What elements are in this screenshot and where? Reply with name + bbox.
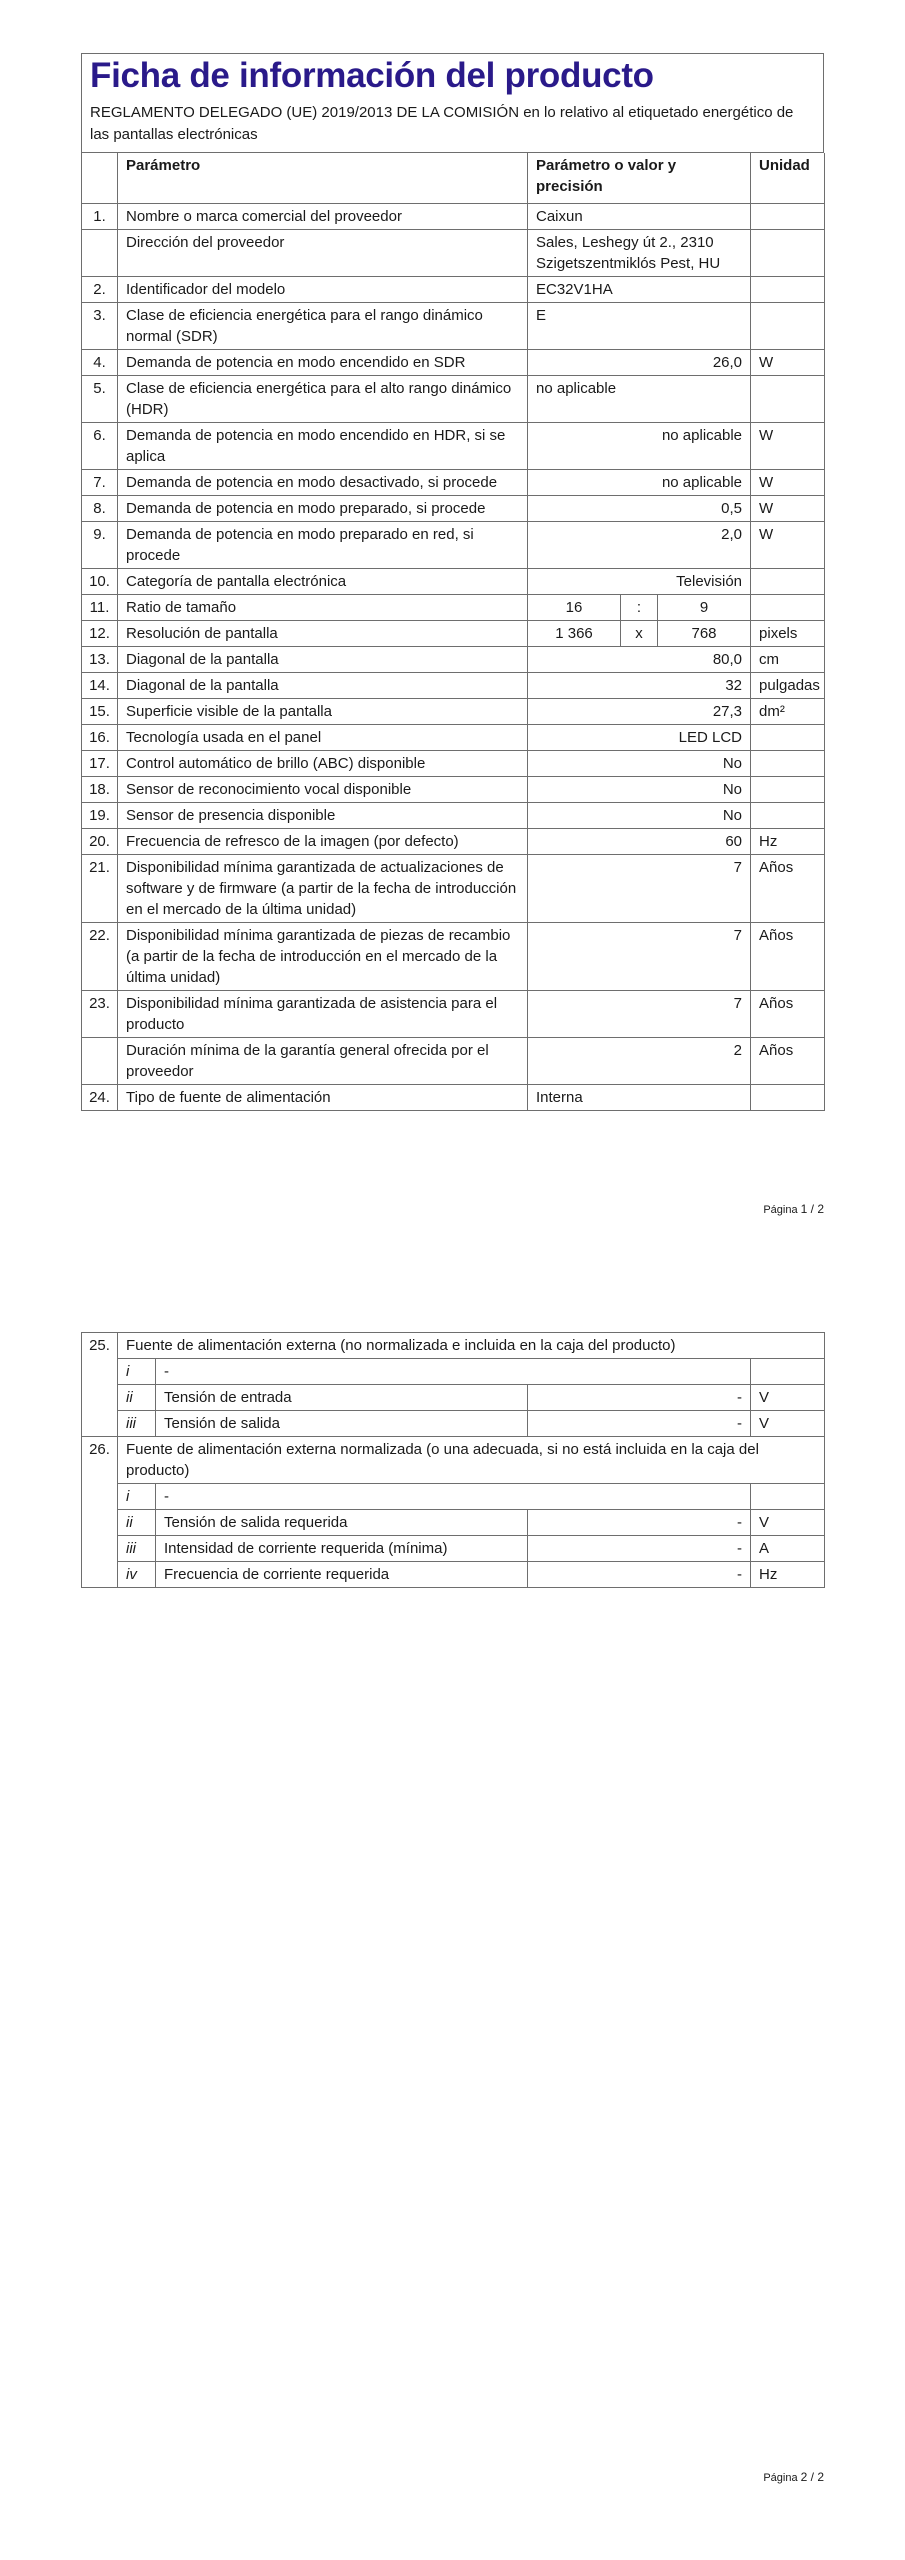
- param-label: Categoría de pantalla electrónica: [118, 568, 528, 594]
- unit: [751, 750, 825, 776]
- table-row: [82, 1037, 825, 1084]
- sub-value: -: [528, 1385, 751, 1411]
- roman-index: iv: [118, 1562, 156, 1588]
- unit: [751, 375, 825, 422]
- param-label: Diagonal de la pantalla: [118, 672, 528, 698]
- param-value: no aplicable: [528, 422, 751, 469]
- param-label: Control automático de brillo (ABC) disponible: [118, 750, 528, 776]
- row-number: 24.: [82, 1084, 118, 1110]
- table-row: [82, 349, 825, 375]
- param-value: E: [528, 302, 751, 349]
- param-label: Tecnología usada en el panel: [118, 724, 528, 750]
- num-header: [82, 153, 118, 203]
- row-number: 19.: [82, 802, 118, 828]
- param-value: 27,3: [528, 698, 751, 724]
- param-value: 0,5: [528, 495, 751, 521]
- row-number: 11.: [82, 594, 118, 620]
- page-1: [81, 53, 824, 1111]
- param-value: 2,0: [528, 521, 751, 568]
- product-info-table: [81, 153, 825, 1111]
- unit: V: [751, 1411, 825, 1437]
- unit: V: [751, 1385, 825, 1411]
- param-label: Sensor de reconocimiento vocal disponible: [118, 776, 528, 802]
- param-value: 80,0: [528, 646, 751, 672]
- table-row: [82, 828, 825, 854]
- section-number: 25.: [82, 1333, 118, 1437]
- row-number: 10.: [82, 568, 118, 594]
- roman-index: iii: [118, 1536, 156, 1562]
- param-value: no aplicable: [528, 469, 751, 495]
- page-2: [81, 1332, 824, 1588]
- ratio-height: 9: [658, 594, 751, 620]
- row-number: 15.: [82, 698, 118, 724]
- param-value: No: [528, 776, 751, 802]
- param-label: Resolución de pantalla: [118, 620, 528, 646]
- param-label: Tipo de fuente de alimentación: [118, 1084, 528, 1110]
- sub-item-row: [82, 1562, 825, 1588]
- row-number: 8.: [82, 495, 118, 521]
- sub-value: -: [528, 1562, 751, 1588]
- section-title-row: [82, 1437, 825, 1484]
- table-header-row: [82, 153, 825, 203]
- sub-value: -: [528, 1536, 751, 1562]
- param-label: Ratio de tamaño: [118, 594, 528, 620]
- roman-index: ii: [118, 1510, 156, 1536]
- section-title-row: [82, 1333, 825, 1359]
- page-label: Página: [763, 1204, 798, 1216]
- row-number: 7.: [82, 469, 118, 495]
- unit: [751, 1359, 825, 1385]
- row-number: 13.: [82, 646, 118, 672]
- row-number: 17.: [82, 750, 118, 776]
- param-value: 32: [528, 672, 751, 698]
- table-row: [82, 854, 825, 922]
- table-row: [82, 229, 825, 276]
- table-row: [82, 922, 825, 990]
- sub-param: Tensión de salida requerida: [156, 1510, 528, 1536]
- unit: W: [751, 521, 825, 568]
- param-label: Clase de eficiencia energética para el alto rango dinámico (HDR): [118, 375, 528, 422]
- table-row: [82, 276, 825, 302]
- row-number: 1.: [82, 203, 118, 229]
- sub-item-row: [82, 1385, 825, 1411]
- param-label: Disponibilidad mínima garantizada de asistencia para el producto: [118, 990, 528, 1037]
- sub-param: Tensión de entrada: [156, 1385, 528, 1411]
- unit: W: [751, 422, 825, 469]
- table-row: [82, 750, 825, 776]
- table-row: [82, 776, 825, 802]
- row-number: 4.: [82, 349, 118, 375]
- param-label: Nombre o marca comercial del proveedor: [118, 203, 528, 229]
- param-value: Sales, Leshegy út 2., 2310 Szigetszentmiklós Pest, HU: [528, 229, 751, 276]
- unit: [751, 724, 825, 750]
- sub-item-row: [82, 1510, 825, 1536]
- param-value: EC32V1HA: [528, 276, 751, 302]
- unit: W: [751, 349, 825, 375]
- param-value: 26,0: [528, 349, 751, 375]
- table-row: [82, 375, 825, 422]
- param-value: 7: [528, 854, 751, 922]
- unit: [751, 776, 825, 802]
- table-row: [82, 698, 825, 724]
- row-number: 21.: [82, 854, 118, 922]
- resolution-width: 1 366: [528, 620, 621, 646]
- param-value: Televisión: [528, 568, 751, 594]
- row-number: 5.: [82, 375, 118, 422]
- param-label: Disponibilidad mínima garantizada de piezas de recambio (a partir de la fecha de introducción en el mercado de la última unidad): [118, 922, 528, 990]
- row-number: 22.: [82, 922, 118, 990]
- row-number: 20.: [82, 828, 118, 854]
- param-value: No: [528, 802, 751, 828]
- unit: Años: [751, 990, 825, 1037]
- resolution-height: 768: [658, 620, 751, 646]
- ratio-separator: :: [621, 594, 658, 620]
- sub-param: Tensión de salida: [156, 1411, 528, 1437]
- table-row: [82, 1084, 825, 1110]
- table-row: [82, 990, 825, 1037]
- unit: [751, 1084, 825, 1110]
- unit: pixels: [751, 620, 825, 646]
- unit: pulgadas: [751, 672, 825, 698]
- value-header: Parámetro o valor y precisión: [528, 153, 751, 203]
- section-number: 26.: [82, 1437, 118, 1588]
- ratio-width: 16: [528, 594, 621, 620]
- unit: Hz: [751, 1562, 825, 1588]
- param-label: Superficie visible de la pantalla: [118, 698, 528, 724]
- header-frame: [81, 53, 824, 153]
- sub-item-row: [82, 1484, 825, 1510]
- row-number: 3.: [82, 302, 118, 349]
- param-value: LED LCD: [528, 724, 751, 750]
- regulation-subtitle: REGLAMENTO DELEGADO (UE) 2019/2013 DE LA COMISIÓN en lo relativo al etiquetado energético de las pantallas electrónicas: [82, 96, 823, 153]
- unit: [751, 276, 825, 302]
- page-footer-1: [763, 1202, 824, 1216]
- param-label: Demanda de potencia en modo encendido en SDR: [118, 349, 528, 375]
- sub-value: -: [528, 1510, 751, 1536]
- unit: [751, 1484, 825, 1510]
- table-row: [82, 672, 825, 698]
- resolution-separator: x: [621, 620, 658, 646]
- page-number: 1 / 2: [800, 1202, 824, 1216]
- unit: W: [751, 469, 825, 495]
- power-supply-table: [81, 1332, 825, 1588]
- table-row: [82, 203, 825, 229]
- unit: Hz: [751, 828, 825, 854]
- table-row: [82, 302, 825, 349]
- sub-item-row: [82, 1536, 825, 1562]
- param-value: 7: [528, 922, 751, 990]
- param-label: Frecuencia de refresco de la imagen (por defecto): [118, 828, 528, 854]
- row-number: 18.: [82, 776, 118, 802]
- param-value: Interna: [528, 1084, 751, 1110]
- page-footer-2: [763, 2470, 824, 2484]
- row-number: [82, 1037, 118, 1084]
- row-number: 6.: [82, 422, 118, 469]
- roman-index: i: [118, 1484, 156, 1510]
- unit: [751, 229, 825, 276]
- param-label: Demanda de potencia en modo desactivado, si procede: [118, 469, 528, 495]
- sub-param: Frecuencia de corriente requerida: [156, 1562, 528, 1588]
- unit: [751, 802, 825, 828]
- unit: W: [751, 495, 825, 521]
- unit-header: Unidad: [751, 153, 825, 203]
- unit: Años: [751, 854, 825, 922]
- param-value: Caixun: [528, 203, 751, 229]
- row-number: 2.: [82, 276, 118, 302]
- section-title: Fuente de alimentación externa normalizada (o una adecuada, si no está incluida en la caja del producto): [118, 1437, 825, 1484]
- param-label: Demanda de potencia en modo encendido en HDR, si se aplica: [118, 422, 528, 469]
- row-number: 16.: [82, 724, 118, 750]
- param-label: Identificador del modelo: [118, 276, 528, 302]
- param-label: Sensor de presencia disponible: [118, 802, 528, 828]
- sub-param: Intensidad de corriente requerida (mínima): [156, 1536, 528, 1562]
- table-row-resolution: [82, 620, 825, 646]
- param-label: Clase de eficiencia energética para el rango dinámico normal (SDR): [118, 302, 528, 349]
- param-value: No: [528, 750, 751, 776]
- table-row: [82, 646, 825, 672]
- row-number: 12.: [82, 620, 118, 646]
- row-number: 9.: [82, 521, 118, 568]
- param-value: 2: [528, 1037, 751, 1084]
- table-row: [82, 422, 825, 469]
- table-row-ratio: [82, 594, 825, 620]
- param-value: no aplicable: [528, 375, 751, 422]
- table-row: [82, 568, 825, 594]
- unit: Años: [751, 922, 825, 990]
- unit: [751, 302, 825, 349]
- sub-param: -: [156, 1359, 751, 1385]
- table-row: [82, 495, 825, 521]
- section-title: Fuente de alimentación externa (no normalizada e incluida en la caja del producto): [118, 1333, 825, 1359]
- unit: dm²: [751, 698, 825, 724]
- unit: cm: [751, 646, 825, 672]
- row-number: 23.: [82, 990, 118, 1037]
- sub-value: -: [528, 1411, 751, 1437]
- param-label: Dirección del proveedor: [118, 229, 528, 276]
- table-row: [82, 469, 825, 495]
- row-number: [82, 229, 118, 276]
- unit: Años: [751, 1037, 825, 1084]
- page-title: Ficha de información del producto: [90, 56, 654, 95]
- sub-item-row: [82, 1359, 825, 1385]
- page-number: 2 / 2: [800, 2470, 824, 2484]
- param-label: Demanda de potencia en modo preparado en red, si procede: [118, 521, 528, 568]
- page-label: Página: [763, 2472, 798, 2484]
- unit: A: [751, 1536, 825, 1562]
- unit: [751, 594, 825, 620]
- sub-param: -: [156, 1484, 751, 1510]
- param-label: Duración mínima de la garantía general ofrecida por el proveedor: [118, 1037, 528, 1084]
- row-number: 14.: [82, 672, 118, 698]
- param-value: 60: [528, 828, 751, 854]
- param-label: Disponibilidad mínima garantizada de actualizaciones de software y de firmware (a partir de la fecha de introducción en el mercado de la última unidad): [118, 854, 528, 922]
- param-label: Diagonal de la pantalla: [118, 646, 528, 672]
- unit: V: [751, 1510, 825, 1536]
- table-row: [82, 724, 825, 750]
- roman-index: i: [118, 1359, 156, 1385]
- param-label: Demanda de potencia en modo preparado, si procede: [118, 495, 528, 521]
- unit: [751, 203, 825, 229]
- roman-index: iii: [118, 1411, 156, 1437]
- sub-item-row: [82, 1411, 825, 1437]
- param-value: 7: [528, 990, 751, 1037]
- table-row: [82, 802, 825, 828]
- unit: [751, 568, 825, 594]
- roman-index: ii: [118, 1385, 156, 1411]
- param-header: Parámetro: [118, 153, 528, 203]
- table-row: [82, 521, 825, 568]
